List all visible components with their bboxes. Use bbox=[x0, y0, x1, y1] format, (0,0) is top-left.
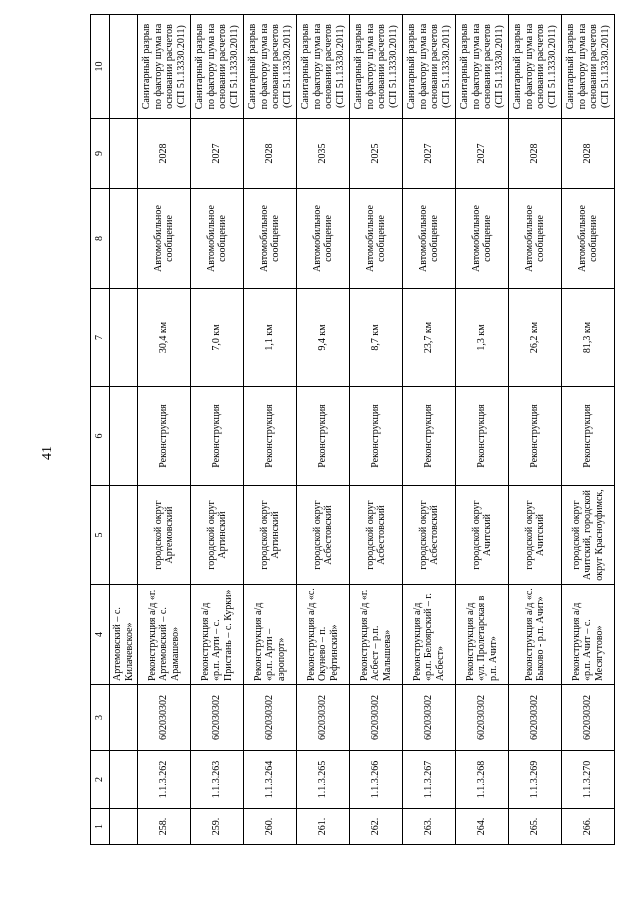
restriction-zone: Санитарный разрыв по фактору шума на основании расчетов (СП 51.13330.2011) bbox=[403, 15, 456, 119]
object-location: городской округ Ачитский bbox=[509, 486, 562, 585]
table-row bbox=[456, 15, 509, 845]
completion-year: 2028 bbox=[244, 119, 297, 189]
object-name: Реконструкция а/д «р.п. Белоярский – г. Асбест» bbox=[403, 585, 456, 685]
column-number: 7 bbox=[91, 289, 110, 387]
object-purpose: Автомобильное сообщение bbox=[350, 189, 403, 289]
completion-year: 2027 bbox=[456, 119, 509, 189]
empty-cell bbox=[110, 486, 138, 585]
object-location: городской округ Ачитский bbox=[456, 486, 509, 585]
object-code: 1.1.3.262 bbox=[138, 751, 191, 809]
column-number-row bbox=[91, 15, 110, 845]
row-number: 265. bbox=[509, 809, 562, 845]
restriction-zone: Санитарный разрыв по фактору шума на основании расчетов (СП 51.13330.2011) bbox=[297, 15, 350, 119]
object-location: городской округ Асбестовский bbox=[350, 486, 403, 585]
object-location: городской округ Артинский bbox=[191, 486, 244, 585]
object-code: 1.1.3.270 bbox=[562, 751, 615, 809]
object-name: Реконструкция а/д «г. Артемовский – с. Арамашево» bbox=[138, 585, 191, 685]
object-name: Реконструкция а/д «р.п. Арти – аэропорт» bbox=[244, 585, 297, 685]
object-purpose: Автомобильное сообщение bbox=[403, 189, 456, 289]
object-length: 9,4 км bbox=[297, 289, 350, 387]
object-location: городской округ Асбестовский bbox=[403, 486, 456, 585]
work-type: Реконструкция bbox=[191, 387, 244, 486]
completion-year: 2027 bbox=[191, 119, 244, 189]
page-number: 41 bbox=[40, 446, 55, 460]
object-name: Реконструкция а/д «с. Быково - р.п. Ачит» bbox=[509, 585, 562, 685]
row-number: 258. bbox=[138, 809, 191, 845]
empty-cell bbox=[110, 685, 138, 751]
restriction-zone: Санитарный разрыв по фактору шума на основании расчетов (СП 51.13330.2011) bbox=[244, 15, 297, 119]
empty-cell bbox=[110, 119, 138, 189]
table-row bbox=[138, 15, 191, 845]
object-type-code: 602030302 bbox=[350, 685, 403, 751]
object-location: городской округ Асбестовский bbox=[297, 486, 350, 585]
object-code: 1.1.3.268 bbox=[456, 751, 509, 809]
object-purpose: Автомобильное сообщение bbox=[138, 189, 191, 289]
work-type: Реконструкция bbox=[509, 387, 562, 486]
column-number: 2 bbox=[91, 751, 110, 809]
empty-cell bbox=[110, 809, 138, 845]
work-type: Реконструкция bbox=[350, 387, 403, 486]
empty-cell bbox=[110, 15, 138, 119]
restriction-zone: Санитарный разрыв по фактору шума на основании расчетов (СП 51.13330.2011) bbox=[562, 15, 615, 119]
object-purpose: Автомобильное сообщение bbox=[509, 189, 562, 289]
work-type: Реконструкция bbox=[562, 387, 615, 486]
table-row bbox=[244, 15, 297, 845]
row-number: 263. bbox=[403, 809, 456, 845]
column-number: 6 bbox=[91, 387, 110, 486]
completion-year: 2028 bbox=[509, 119, 562, 189]
object-type-code: 602030302 bbox=[403, 685, 456, 751]
work-type: Реконструкция bbox=[456, 387, 509, 486]
column-number: 10 bbox=[91, 15, 110, 119]
column-number: 9 bbox=[91, 119, 110, 189]
object-length: 1,1 км bbox=[244, 289, 297, 387]
column-number: 8 bbox=[91, 189, 110, 289]
object-code: 1.1.3.265 bbox=[297, 751, 350, 809]
table-row bbox=[350, 15, 403, 845]
object-length: 81,3 км bbox=[562, 289, 615, 387]
object-length: 23,7 км bbox=[403, 289, 456, 387]
object-purpose: Автомобильное сообщение bbox=[191, 189, 244, 289]
object-length: 8,7 км bbox=[350, 289, 403, 387]
table-row bbox=[191, 15, 244, 845]
continuation-row bbox=[110, 15, 138, 845]
column-number: 5 bbox=[91, 486, 110, 585]
work-type: Реконструкция bbox=[138, 387, 191, 486]
object-name: Реконструкция а/д «с. Окунево – п. Рефтинский» bbox=[297, 585, 350, 685]
object-location: городской округ Ачитский, городской округ Красноуфимск, bbox=[562, 486, 615, 585]
row-number: 260. bbox=[244, 809, 297, 845]
objects-table bbox=[90, 14, 615, 845]
row-number: 259. bbox=[191, 809, 244, 845]
object-type-code: 602030302 bbox=[244, 685, 297, 751]
object-code: 1.1.3.267 bbox=[403, 751, 456, 809]
column-number: 4 bbox=[91, 585, 110, 685]
restriction-zone: Санитарный разрыв по фактору шума на основании расчетов (СП 51.13330.2011) bbox=[350, 15, 403, 119]
object-type-code: 602030302 bbox=[297, 685, 350, 751]
object-purpose: Автомобильное сообщение bbox=[244, 189, 297, 289]
table-body bbox=[91, 15, 615, 845]
object-code: 1.1.3.264 bbox=[244, 751, 297, 809]
object-type-code: 602030302 bbox=[456, 685, 509, 751]
row-number: 266. bbox=[562, 809, 615, 845]
object-name: Реконструкция а/д «ул. Пролетарская в р.п. Ачит» bbox=[456, 585, 509, 685]
object-type-code: 602030302 bbox=[138, 685, 191, 751]
object-name: Реконструкция а/д «р.п. Ачит – с. Месягутово» bbox=[562, 585, 615, 685]
continued-object-name: Артемовский – с. Килачевское» bbox=[110, 585, 138, 685]
column-number: 1 bbox=[91, 809, 110, 845]
object-name: Реконструкция а/д «р.п. Арти – с. Пристань – с. Курки» bbox=[191, 585, 244, 685]
rotated-table-wrapper bbox=[90, 15, 611, 845]
completion-year: 2028 bbox=[138, 119, 191, 189]
object-type-code: 602030302 bbox=[509, 685, 562, 751]
object-purpose: Автомобильное сообщение bbox=[456, 189, 509, 289]
completion-year: 2027 bbox=[403, 119, 456, 189]
work-type: Реконструкция bbox=[244, 387, 297, 486]
object-type-code: 602030302 bbox=[562, 685, 615, 751]
object-length: 30,4 км bbox=[138, 289, 191, 387]
object-length: 26,2 км bbox=[509, 289, 562, 387]
table-row bbox=[403, 15, 456, 845]
restriction-zone: Санитарный разрыв по фактору шума на основании расчетов (СП 51.13330.2011) bbox=[509, 15, 562, 119]
work-type: Реконструкция bbox=[297, 387, 350, 486]
table-row bbox=[509, 15, 562, 845]
table-row bbox=[562, 15, 615, 845]
row-number: 262. bbox=[350, 809, 403, 845]
object-purpose: Автомобильное сообщение bbox=[297, 189, 350, 289]
object-location: городской округ Артемовский bbox=[138, 486, 191, 585]
restriction-zone: Санитарный разрыв по фактору шума на основании расчетов (СП 51.13330.2011) bbox=[456, 15, 509, 119]
restriction-zone: Санитарный разрыв по фактору шума на основании расчетов (СП 51.13330.2011) bbox=[138, 15, 191, 119]
empty-cell bbox=[110, 751, 138, 809]
object-code: 1.1.3.263 bbox=[191, 751, 244, 809]
empty-cell bbox=[110, 189, 138, 289]
object-code: 1.1.3.266 bbox=[350, 751, 403, 809]
row-number: 264. bbox=[456, 809, 509, 845]
column-number: 3 bbox=[91, 685, 110, 751]
row-number: 261. bbox=[297, 809, 350, 845]
completion-year: 2025 bbox=[350, 119, 403, 189]
completion-year: 2035 bbox=[297, 119, 350, 189]
object-type-code: 602030302 bbox=[191, 685, 244, 751]
object-length: 1,3 км bbox=[456, 289, 509, 387]
object-location: городской округ Артинский bbox=[244, 486, 297, 585]
object-purpose: Автомобильное сообщение bbox=[562, 189, 615, 289]
table-row bbox=[297, 15, 350, 845]
empty-cell bbox=[110, 387, 138, 486]
empty-cell bbox=[110, 289, 138, 387]
object-name: Реконструкция а/д «г. Асбест – р.п. Малышева» bbox=[350, 585, 403, 685]
restriction-zone: Санитарный разрыв по фактору шума на основании расчетов (СП 51.13330.2011) bbox=[191, 15, 244, 119]
object-length: 7,0 км bbox=[191, 289, 244, 387]
object-code: 1.1.3.269 bbox=[509, 751, 562, 809]
completion-year: 2028 bbox=[562, 119, 615, 189]
work-type: Реконструкция bbox=[403, 387, 456, 486]
